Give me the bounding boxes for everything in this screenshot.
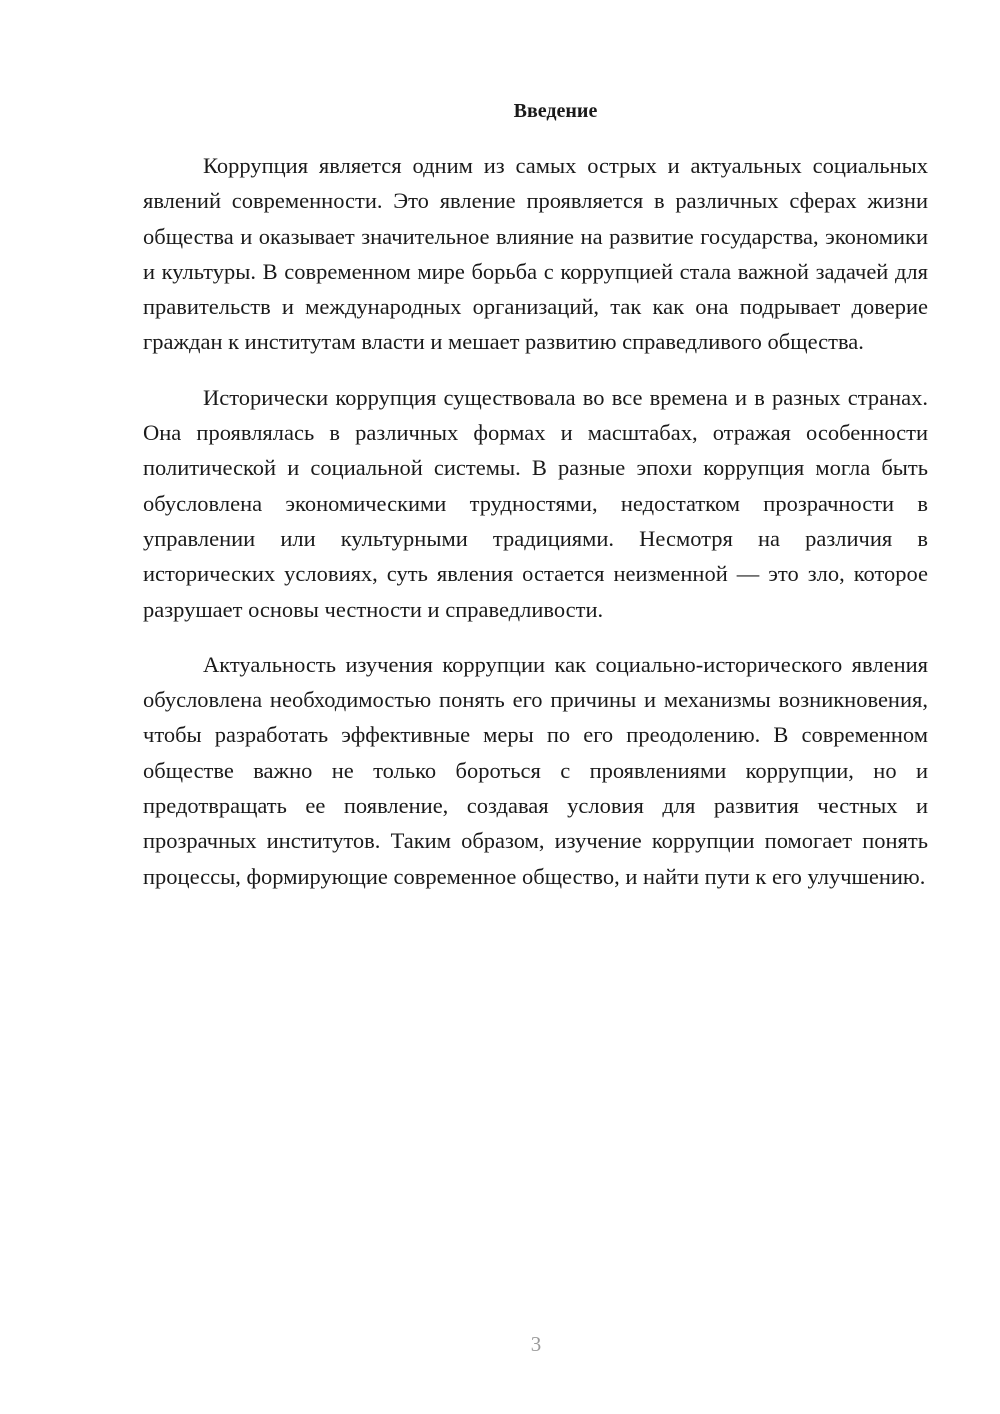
- section-title: Введение: [513, 100, 598, 122]
- page-number: 3: [530, 1332, 542, 1356]
- paragraph-2: Исторически коррупция существовала во все времена и в разных странах. Она проявлялась в различных формах и масштабах, отражая особенности политической и социальной системы. В разные эпохи коррупция могла быть обусловлена экономическими трудностями, недостатком прозрачности в управлении или культурными традициями. Несмотря на различия в исторических условиях, суть явления остается неизменной — это зло, которое разрушает основы честности и справедливости.: [143, 384, 928, 622]
- paragraph-3: Актуальность изучения коррупции как социально-исторического явления обусловлена необходимостью понять его причины и механизмы возникновения, чтобы разработать эффективные меры по его преодолению. В современном обществе важно не только бороться с проявлениями коррупции, но и предотвращать ее появление, создавая условия для развития честных и прозрачных институтов. Таким образом, изучение коррупции помогает понять процессы, формирующие современное общество, и найти пути к его улучшению.: [143, 651, 928, 889]
- paragraph-1: Коррупция является одним из самых острых и актуальных социальных явлений современности. Это явление проявляется в различных сферах жизни общества и оказывает значительное влияние на развитие государства, экономики и культуры. В современном мире борьба с коррупцией стала важной задачей для правительств и международных организаций, так как она подрывает доверие граждан к институтам власти и мешает развитию справедливого общества.: [143, 153, 928, 355]
- document-body: [143, 96, 928, 914]
